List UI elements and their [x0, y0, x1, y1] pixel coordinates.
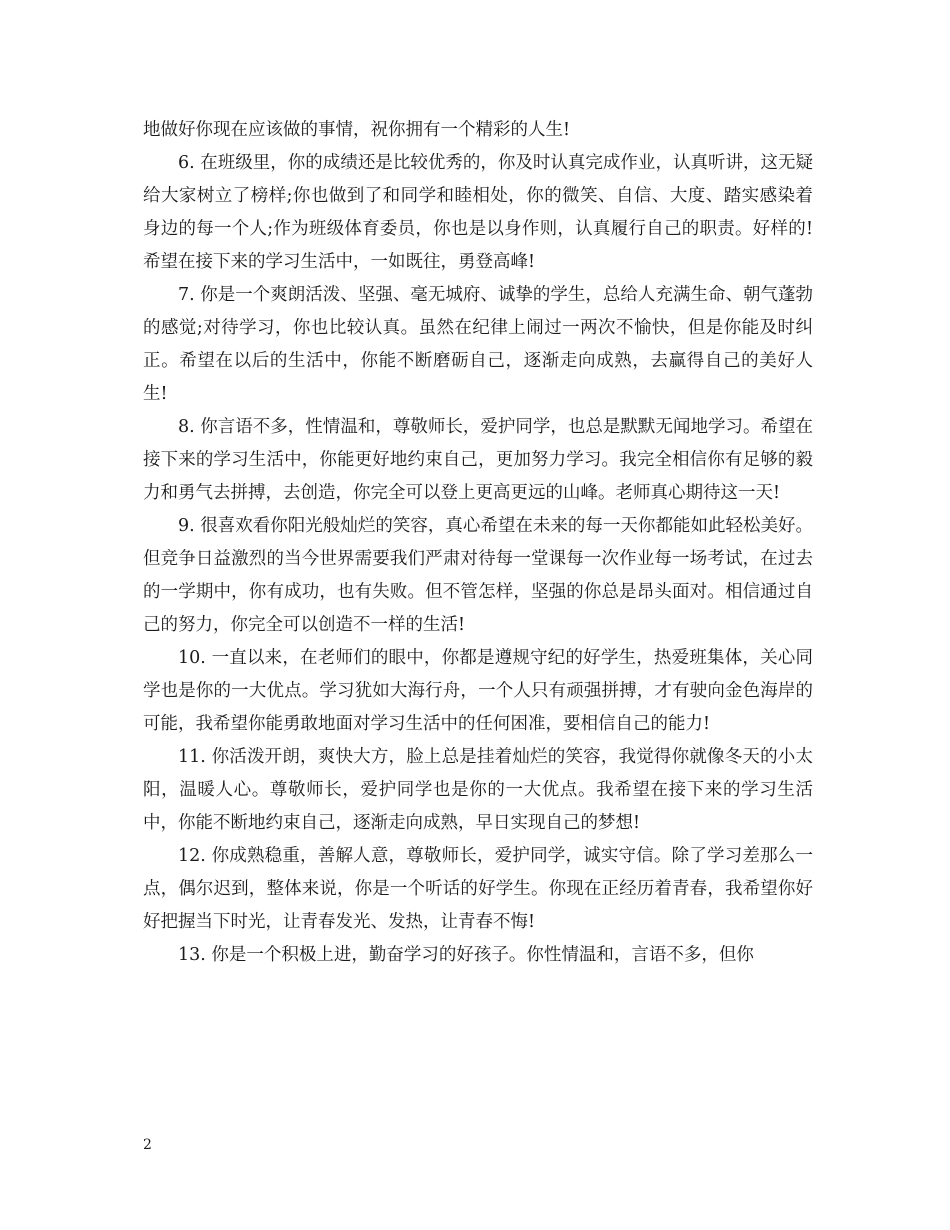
paragraph-item-12: 12. 你成熟稳重，善解人意，尊敬师长，爱护同学，诚实守信。除了学习差那么一点，偶尔迟到，整体来说，你是一个听话的好学生。你现在正经历着青春，我希望你好好把握当下时光，让青春发光、发热，让青春不悔!: [143, 846, 813, 932]
document-body: [143, 114, 813, 972]
page-number: 2: [143, 1137, 152, 1153]
paragraph-item-10: 10. 一直以来，在老师们的眼中，你都是遵规守纪的好学生，热爱班集体，关心同学也是你的一大优点。学习犹如大海行舟，一个人只有顽强拼搏，才有驶向金色海岸的可能，我希望你能勇敢地面对学习生活中的任何困准，要相信自己的能力!: [143, 648, 813, 734]
paragraph-continuation: 地做好你现在应该做的事情，祝你拥有一个精彩的人生!: [143, 120, 571, 140]
paragraph-item-8: 8. 你言语不多，性情温和，尊敬师长，爱护同学，也总是默默无闻地学习。希望在接下来的学习生活中，你能更好地约束自己，更加努力学习。我完全相信你有足够的毅力和勇气去拼搏，去创造，你完全可以登上更高更远的山峰。老师真心期待这一天!: [143, 417, 813, 503]
paragraph-item-7: 7. 你是一个爽朗活泼、坚强、毫无城府、诚挚的学生，总给人充满生命、朝气蓬勃的感觉;对待学习，你也比较认真。虽然在纪律上闹过一两次不愉快，但是你能及时纠正。希望在以后的生活中，你能不断磨砺自己，逐渐走向成熟，去赢得自己的美好人生!: [143, 285, 813, 404]
paragraph-item-6: 6. 在班级里，你的成绩还是比较优秀的，你及时认真完成作业，认真听讲，这无疑给大家树立了榜样;你也做到了和同学和睦相处，你的微笑、自信、大度、踏实感染着身边的每一个人;作为班级体育委员，你也是以身作则，认真履行自己的职责。好样的!希望在接下来的学习生活中，一如既往，勇登高峰!: [143, 153, 813, 272]
paragraph-item-13: 13. 你是一个积极上进，勤奋学习的好孩子。你性情温和，言语不多，但你: [178, 945, 754, 965]
paragraph-item-9: 9. 很喜欢看你阳光般灿烂的笑容，真心希望在未来的每一天你都能如此轻松美好。但竞争日益激烈的当今世界需要我们严肃对待每一堂课每一次作业每一场考试，在过去的一学期中，你有成功，也有失败。但不管怎样，坚强的你总是昂头面对。相信通过自己的努力，你完全可以创造不一样的生活!: [143, 516, 813, 635]
paragraph-item-11: 11. 你活泼开朗，爽快大方，脸上总是挂着灿烂的笑容，我觉得你就像冬天的小太阳，温暖人心。尊敬师长，爱护同学也是你的一大优点。我希望在接下来的学习生活中，你能不断地约束自己，逐渐走向成熟，早日实现自己的梦想!: [143, 747, 813, 833]
